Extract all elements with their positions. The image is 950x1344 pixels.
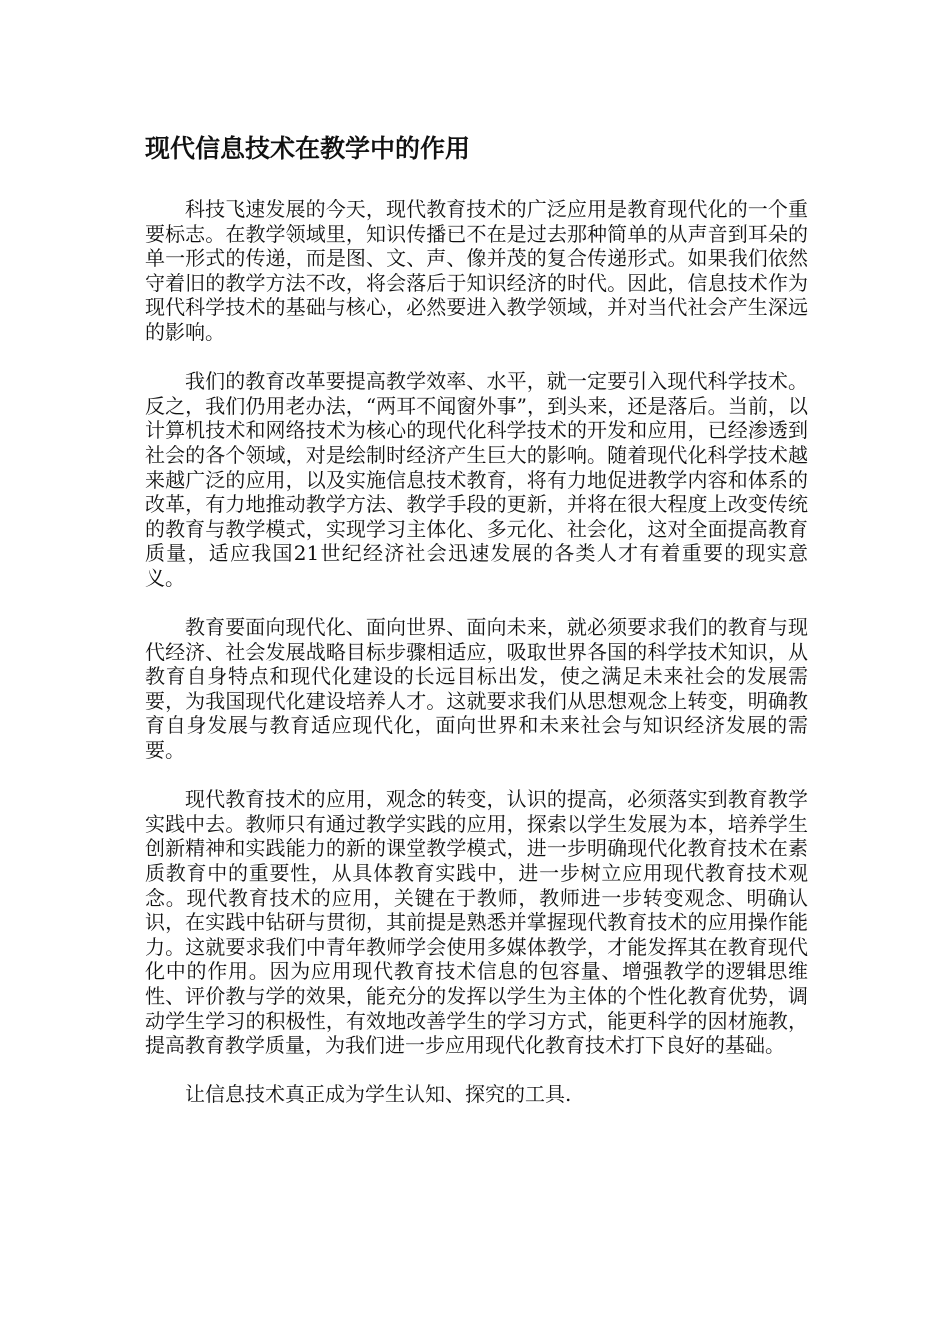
paragraph-3: 教育要面向现代化、面向世界、面向未来，就必须要求我们的教育与现代经济、社会发展战略目标步骤相适应，吸取世界各国的科学技术知识，从教育自身特点和现代化建设的长远目标出发，使之满足未来社会的发展需要，为我国现代化建设培养人才。这就要求我们从思想观念上转变，明确教育自身发展与教育适应现代化，面向世界和未来社会与知识经济发展的需要。 [145, 615, 808, 763]
document-body [145, 197, 808, 1132]
paragraph-4: 现代教育技术的应用，观念的转变，认识的提高，必须落实到教育教学实践中去。教师只有通过教学实践的应用，探索以学生发展为本，培养学生创新精神和实践能力的新的课堂教学模式，进一步明确现代化教育技术在素质教育中的重要性，从具体教育实践中，进一步树立应用现代教育技术观念。现代教育技术的应用，关键在于教师，教师进一步转变观念、明确认识，在实践中钻研与贯彻，其前提是熟悉并掌握现代教育技术的应用操作能力。这就要求我们中青年教师学会使用多媒体教学，才能发挥其在教育现代化中的作用。因为应用现代教育技术信息的包容量、增强教学的逻辑思维性、评价教与学的效果，能充分的发挥以学生为主体的个性化教育优势，调动学生学习的积极性，有效地改善学生的学习方式，能更科学的因材施教，提高教育教学质量，为我们进一步应用现代化教育技术打下良好的基础。 [145, 787, 808, 1058]
paragraph-1: 科技飞速发展的今天，现代教育技术的广泛应用是教育现代化的一个重要标志。在教学领域里，知识传播已不在是过去那种简单的从声音到耳朵的单一形式的传递，而是图、文、声、像并茂的复合传递形式。如果我们依然守着旧的教学方法不改，将会落后于知识经济的时代。因此，信息技术作为现代科学技术的基础与核心，必然要进入教学领域，并对当代社会产生深远的影响。 [145, 197, 808, 344]
document-title: 现代信息技术在教学中的作用 [145, 134, 471, 163]
paragraph-5: 让信息技术真正成为学生认知、探究的工具. [185, 1082, 572, 1107]
paragraph-2: 我们的教育改革要提高教学效率、水平，就一定要引入现代科学技术。反之，我们仍用老办法，“两耳不闻窗外事”，到头来，还是落后。当前，以计算机技术和网络技术为核心的现代化科学技术的开发和应用，已经渗透到社会的各个领域，对是绘制时经济产生巨大的影响。随着现代化科学技术越来越广泛的应用，以及实施信息技术教育，将有力地促进教学内容和体系的改革，有力地推动教学方法、教学手段的更新，并将在很大程度上改变传统的教育与教学模式，实现学习主体化、多元化、社会化，这对全面提高教育质量，适应我国21世纪经济社会迅速发展的各类人才有着重要的现实意义。 [145, 369, 808, 590]
